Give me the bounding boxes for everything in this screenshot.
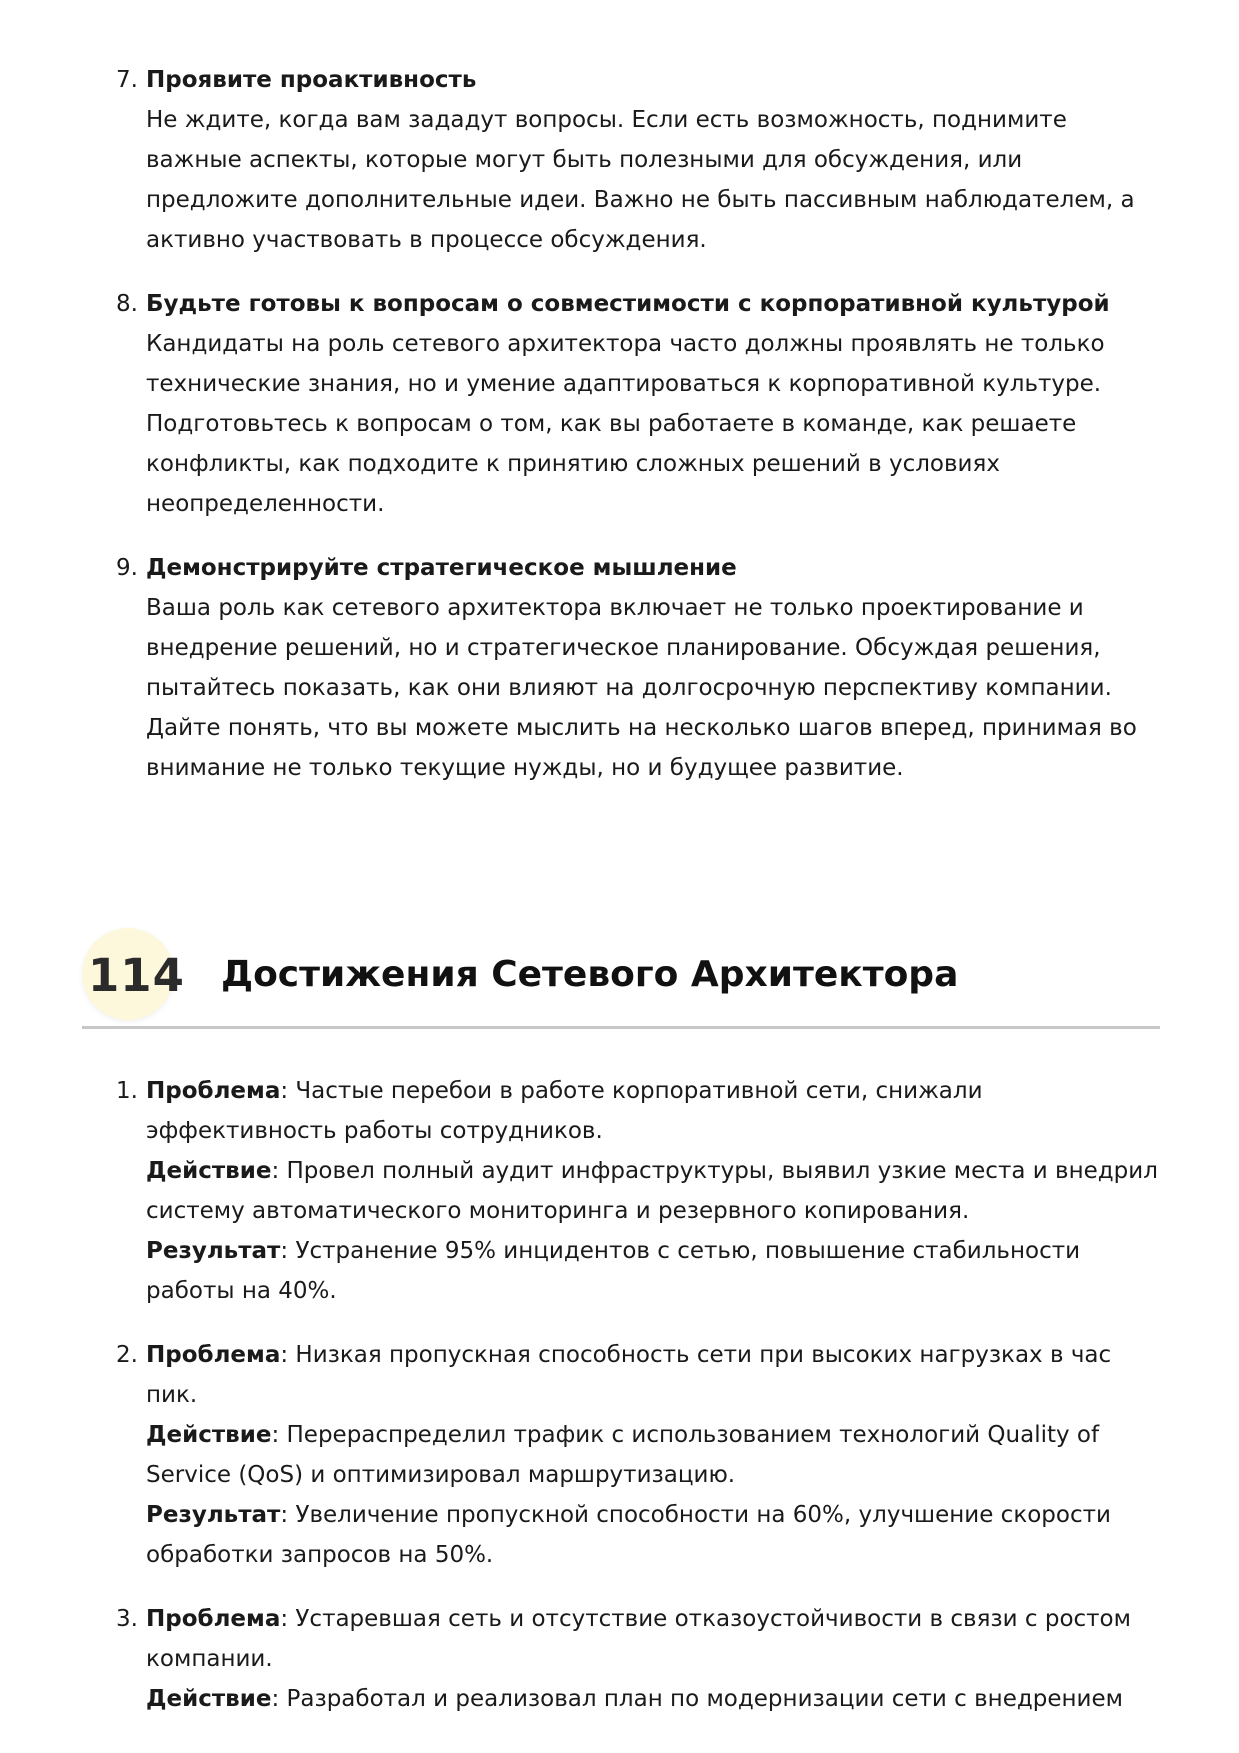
- list-item: [116, 1071, 1166, 1311]
- problem-label: Проблема: [146, 1078, 281, 1104]
- section-divider: [82, 1026, 1160, 1029]
- item-number: 1.: [116, 1078, 138, 1104]
- item-text: Ваша роль как сетевого архитектора включает не только проектирование и внедрение решений, но и стратегическое планирование. Обсуждая решения, пытайтесь показать, как они влияют на долгосрочную перспективу компании. Дайте понять, что вы можете мыслить на несколько шагов вперед, принимая во внимание не только текущие нужды, но и будущее развитие.: [146, 595, 1137, 781]
- item-number: 3.: [116, 1606, 138, 1632]
- section-title: Достижения Сетевого Архитектора: [221, 954, 959, 995]
- action-text: : Перераспределил трафик с использованием технологий Quality of Service (QoS) и оптимизировал маршрутизацию.: [146, 1422, 1100, 1488]
- result-line: [146, 1231, 1166, 1311]
- item-number: 2.: [116, 1342, 138, 1368]
- problem-text: : Частые перебои в работе корпоративной сети, снижали эффективность работы сотрудников.: [146, 1078, 983, 1144]
- action-line: [146, 1415, 1166, 1495]
- action-label: Действие: [146, 1422, 272, 1448]
- action-text: : Разработал и реализовал план по модернизации сети с внедрением: [271, 1686, 1123, 1712]
- achievements-list: [116, 1071, 1166, 1743]
- list-item: [116, 1335, 1166, 1575]
- list-item: [116, 60, 1166, 260]
- item-text: Не ждите, когда вам зададут вопросы. Если есть возможность, поднимите важные аспекты, которые могут быть полезными для обсуждения, или предложите дополнительные идеи. Важно не быть пассивным наблюдателем, а активно участвовать в процессе обсуждения.: [146, 107, 1135, 253]
- item-title: Проявите проактивность: [146, 67, 477, 93]
- section-number: 114: [88, 949, 185, 1002]
- action-label: Действие: [146, 1158, 272, 1184]
- section-number-badge: [82, 928, 185, 1020]
- tips-list: [116, 60, 1166, 812]
- problem-label: Проблема: [146, 1606, 281, 1632]
- result-text: : Увеличение пропускной способности на 60%, улучшение скорости обработки запросов на 50%.: [146, 1502, 1111, 1568]
- item-text: Кандидаты на роль сетевого архитектора часто должны проявлять не только технические знания, но и умение адаптироваться к корпоративной культуре. Подготовьтесь к вопросам о том, как вы работаете в команде, как решаете конфликты, как подходите к принятию сложных решений в условиях неопределенности.: [146, 331, 1105, 517]
- item-number: 8.: [116, 291, 138, 317]
- result-text: : Устранение 95% инцидентов с сетью, повышение стабильности работы на 40%.: [146, 1238, 1081, 1304]
- action-label: Действие: [146, 1686, 272, 1712]
- item-title: Будьте готовы к вопросам о совместимости с корпоративной культурой: [146, 291, 1110, 317]
- result-label: Результат: [146, 1238, 281, 1264]
- item-number: 7.: [116, 67, 138, 93]
- list-item: [116, 284, 1166, 524]
- action-line: [146, 1151, 1166, 1231]
- problem-text: : Низкая пропускная способность сети при высоких нагрузках в час пик.: [146, 1342, 1112, 1408]
- result-label: Результат: [146, 1502, 281, 1528]
- problem-text: : Устаревшая сеть и отсутствие отказоустойчивости в связи с ростом компании.: [146, 1606, 1131, 1672]
- problem-line: [146, 1599, 1166, 1679]
- problem-line: [146, 1071, 1166, 1151]
- section-header: [82, 920, 1160, 1032]
- action-text: : Провел полный аудит инфраструктуры, выявил узкие места и внедрил систему автоматического мониторинга и резервного копирования.: [146, 1158, 1158, 1224]
- problem-line: [146, 1335, 1166, 1415]
- item-title: Демонстрируйте стратегическое мышление: [146, 555, 737, 581]
- result-line: [146, 1495, 1166, 1575]
- list-item: [116, 1599, 1166, 1719]
- action-line: [146, 1679, 1166, 1719]
- list-item: [116, 548, 1166, 788]
- item-number: 9.: [116, 555, 138, 581]
- problem-label: Проблема: [146, 1342, 281, 1368]
